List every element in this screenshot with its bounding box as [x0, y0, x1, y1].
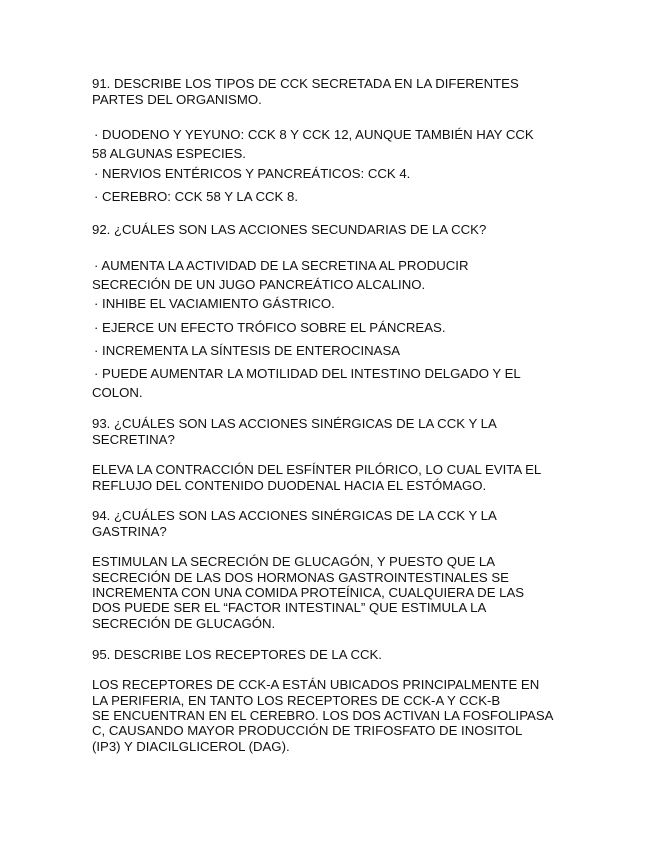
question-91-heading: 91. DESCRIBE LOS TIPOS DE CCK SECRETADA EN LA DIFERENTES	[92, 76, 519, 91]
question-94-heading: 94. ¿CUÁLES SON LAS ACCIONES SINÉRGICAS DE LA CCK Y LA	[92, 508, 497, 523]
question-93-heading: 93. ¿CUÁLES SON LAS ACCIONES SINÉRGICAS DE LA CCK Y LA	[92, 416, 497, 431]
question-94-answer-l5: SECRECIÓN DE GLUCAGÓN.	[92, 616, 276, 631]
question-95-answer-l2: LA PERIFERIA, EN TANTO LOS RECEPTORES DE CCK-A Y CCK-B	[92, 693, 501, 708]
q91-bullet-nervios: · NERVIOS ENTÉRICOS Y PANCREÁTICOS: CCK 4.	[94, 166, 411, 181]
question-94-answer-l2: SECRECIÓN DE LAS DOS HORMONAS GASTROINTESTINALES SE	[92, 570, 509, 585]
q91-bullet-duodeno: · DUODENO Y YEYUNO: CCK 8 Y CCK 12, AUNQUE TAMBIÉN HAY CCK	[94, 127, 534, 142]
question-93-heading-cont: SECRETINA?	[92, 432, 175, 447]
question-93-answer: ELEVA LA CONTRACCIÓN DEL ESFÍNTER PILÓRICO, LO CUAL EVITA EL	[92, 462, 542, 477]
q92-bullet-enterocinasa: · INCREMENTA LA SÍNTESIS DE ENTEROCINASA	[94, 343, 401, 358]
q92-bullet-vaciamiento: · INHIBE EL VACIAMIENTO GÁSTRICO.	[94, 296, 335, 311]
question-95-answer: LOS RECEPTORES DE CCK-A ESTÁN UBICADOS PRINCIPALMENTE EN	[92, 677, 540, 692]
question-94-answer: ESTIMULAN LA SECRECIÓN DE GLUCAGÓN, Y PUESTO QUE LA	[92, 554, 496, 569]
q92-bullet-motilidad: · PUEDE AUMENTAR LA MOTILIDAD DEL INTESTINO DELGADO Y EL	[94, 366, 521, 381]
question-95-heading: 95. DESCRIBE LOS RECEPTORES DE LA CCK.	[92, 647, 382, 662]
question-92-heading: 92. ¿CUÁLES SON LAS ACCIONES SECUNDARIAS DE LA CCK?	[92, 222, 487, 237]
question-94-answer-l3: INCREMENTA CON UNA COMIDA PROTEÍNICA, CUALQUIERA DE LAS	[92, 585, 525, 600]
question-94-heading-cont: GASTRINA?	[92, 524, 167, 539]
q92-bullet-trofico: · EJERCE UN EFECTO TRÓFICO SOBRE EL PÁNCREAS.	[94, 320, 446, 335]
question-95-answer-l3: SE ENCUENTRAN EN EL CEREBRO. LOS DOS ACTIVAN LA FOSFOLIPASA	[92, 708, 554, 723]
q92-bullet-secretina: · AUMENTA LA ACTIVIDAD DE LA SECRETINA AL PRODUCIR	[94, 258, 469, 273]
question-91-heading-cont: PARTES DEL ORGANISMO.	[92, 92, 262, 107]
q92-bullet-secretina-cont: SECRECIÓN DE UN JUGO PANCREÁTICO ALCALINO.	[92, 277, 426, 292]
q92-bullet-motilidad-cont: COLON.	[92, 385, 143, 400]
question-95-answer-l4: C, CAUSANDO MAYOR PRODUCCIÓN DE TRIFOSFATO DE INOSITOL	[92, 723, 523, 738]
q91-bullet-cerebro: · CEREBRO: CCK 58 Y LA CCK 8.	[94, 189, 298, 204]
question-94-answer-l4: DOS PUEDE SER EL “FACTOR INTESTINAL” QUE ESTIMULA LA	[92, 600, 487, 615]
question-93-answer-cont: REFLUJO DEL CONTENIDO DUODENAL HACIA EL ESTÓMAGO.	[92, 478, 487, 493]
q91-bullet-duodeno-cont: 58 ALGUNAS ESPECIES.	[92, 146, 246, 161]
question-95-answer-l5: (IP3) Y DIACILGLICEROL (DAG).	[92, 739, 290, 754]
